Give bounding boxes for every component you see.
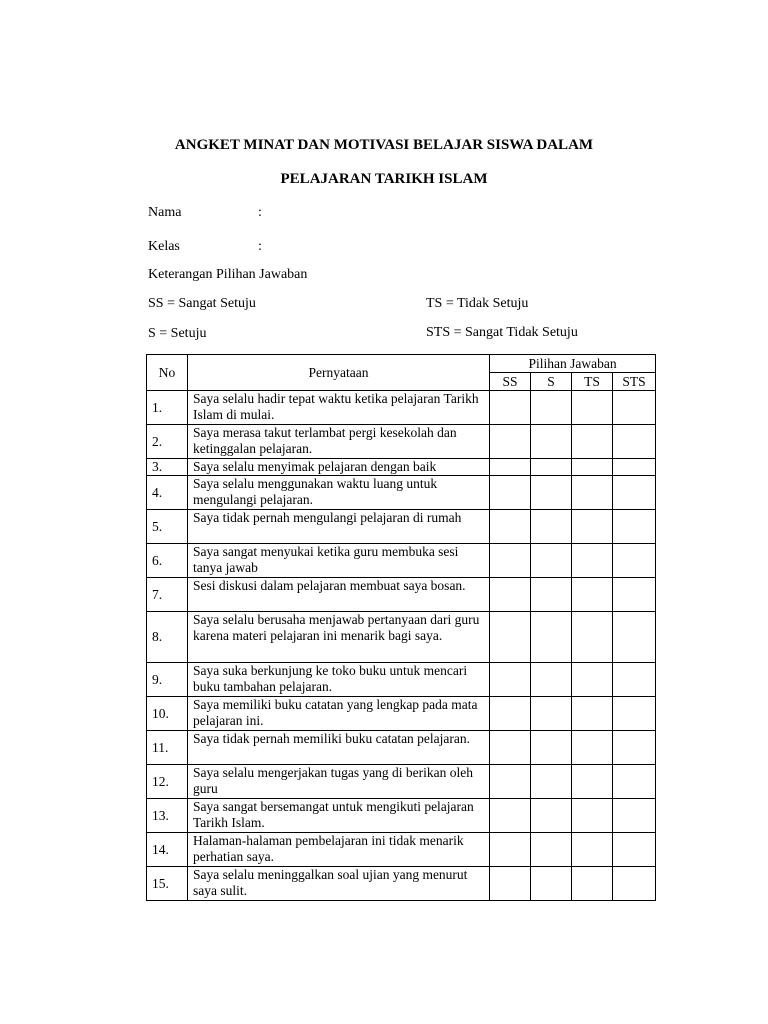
questionnaire-table bbox=[146, 354, 656, 901]
answer-cell-ts[interactable] bbox=[572, 612, 613, 663]
answer-cell-ss[interactable] bbox=[490, 731, 531, 765]
legend-ss: SS = Sangat Setuju bbox=[148, 296, 256, 311]
row-number: 4. bbox=[147, 476, 188, 510]
answer-cell-s[interactable] bbox=[531, 867, 572, 901]
answer-cell-ts[interactable] bbox=[572, 765, 613, 799]
answer-cell-s[interactable] bbox=[531, 799, 572, 833]
answer-cell-ss[interactable] bbox=[490, 612, 531, 663]
answer-cell-sts[interactable] bbox=[613, 476, 656, 510]
answer-cell-ss[interactable] bbox=[490, 697, 531, 731]
row-number: 14. bbox=[147, 833, 188, 867]
answer-cell-ss[interactable] bbox=[490, 425, 531, 459]
row-statement: Saya selalu menggunakan waktu luang untuk mengulangi pelajaran. bbox=[188, 476, 490, 510]
questionnaire-body bbox=[147, 391, 656, 901]
answer-cell-ts[interactable] bbox=[572, 425, 613, 459]
row-number: 5. bbox=[147, 510, 188, 544]
row-number: 3. bbox=[147, 459, 188, 476]
answer-cell-ss[interactable] bbox=[490, 476, 531, 510]
row-number: 8. bbox=[147, 612, 188, 663]
row-number: 11. bbox=[147, 731, 188, 765]
legend-ts: TS = Tidak Setuju bbox=[426, 296, 529, 311]
answer-cell-sts[interactable] bbox=[613, 459, 656, 476]
row-statement: Sesi diskusi dalam pelajaran membuat saya bosan. bbox=[188, 578, 490, 612]
row-number: 15. bbox=[147, 867, 188, 901]
row-number: 10. bbox=[147, 697, 188, 731]
nama-label: Nama bbox=[148, 205, 182, 220]
answer-cell-sts[interactable] bbox=[613, 697, 656, 731]
answer-cell-s[interactable] bbox=[531, 833, 572, 867]
answer-cell-s[interactable] bbox=[531, 476, 572, 510]
answer-cell-ss[interactable] bbox=[490, 799, 531, 833]
answer-cell-sts[interactable] bbox=[613, 612, 656, 663]
header-choice-sts: STS bbox=[613, 373, 656, 391]
answer-cell-sts[interactable] bbox=[613, 867, 656, 901]
header-statement: Pernyataan bbox=[188, 355, 490, 391]
table-row bbox=[147, 476, 656, 510]
answer-cell-sts[interactable] bbox=[613, 765, 656, 799]
row-number: 9. bbox=[147, 663, 188, 697]
kelas-colon: : bbox=[258, 239, 262, 254]
answer-cell-ts[interactable] bbox=[572, 459, 613, 476]
answer-cell-s[interactable] bbox=[531, 612, 572, 663]
row-statement: Saya sangat menyukai ketika guru membuka sesi tanya jawab bbox=[188, 544, 490, 578]
table-row bbox=[147, 425, 656, 459]
answer-cell-sts[interactable] bbox=[613, 799, 656, 833]
nama-colon: : bbox=[258, 205, 262, 220]
answer-cell-sts[interactable] bbox=[613, 510, 656, 544]
row-statement: Saya memiliki buku catatan yang lengkap pada mata pelajaran ini. bbox=[188, 697, 490, 731]
table-row bbox=[147, 612, 656, 663]
row-number: 6. bbox=[147, 544, 188, 578]
answer-cell-s[interactable] bbox=[531, 425, 572, 459]
row-number: 7. bbox=[147, 578, 188, 612]
row-statement: Saya suka berkunjung ke toko buku untuk mencari buku tambahan pelajaran. bbox=[188, 663, 490, 697]
row-number: 2. bbox=[147, 425, 188, 459]
table-row bbox=[147, 510, 656, 544]
answer-cell-ts[interactable] bbox=[572, 867, 613, 901]
table-row bbox=[147, 731, 656, 765]
row-statement: Saya sangat bersemangat untuk mengikuti pelajaran Tarikh Islam. bbox=[188, 799, 490, 833]
answer-cell-ss[interactable] bbox=[490, 765, 531, 799]
row-statement: Saya tidak pernah mengulangi pelajaran di rumah bbox=[188, 510, 490, 544]
answer-cell-s[interactable] bbox=[531, 510, 572, 544]
answer-cell-sts[interactable] bbox=[613, 731, 656, 765]
answer-cell-s[interactable] bbox=[531, 578, 572, 612]
answer-cell-s[interactable] bbox=[531, 544, 572, 578]
header-choices: Pilihan Jawaban bbox=[490, 355, 656, 373]
answer-cell-ts[interactable] bbox=[572, 510, 613, 544]
answer-cell-ss[interactable] bbox=[490, 459, 531, 476]
document-title-line1: ANGKET MINAT DAN MOTIVASI BELAJAR SISWA DALAM bbox=[174, 137, 594, 153]
answer-cell-s[interactable] bbox=[531, 731, 572, 765]
answer-cell-ts[interactable] bbox=[572, 578, 613, 612]
header-no: No bbox=[147, 355, 188, 391]
table-row bbox=[147, 391, 656, 425]
table-row bbox=[147, 578, 656, 612]
answer-cell-s[interactable] bbox=[531, 663, 572, 697]
table-row bbox=[147, 544, 656, 578]
answer-cell-sts[interactable] bbox=[613, 578, 656, 612]
row-statement: Saya selalu meninggalkan soal ujian yang menurut saya sulit. bbox=[188, 867, 490, 901]
table-row bbox=[147, 765, 656, 799]
answer-cell-ts[interactable] bbox=[572, 663, 613, 697]
table-row bbox=[147, 867, 656, 901]
answer-cell-ts[interactable] bbox=[572, 391, 613, 425]
answer-cell-ss[interactable] bbox=[490, 391, 531, 425]
kelas-label: Kelas bbox=[148, 239, 180, 254]
answer-cell-s[interactable] bbox=[531, 391, 572, 425]
legend-sts: STS = Sangat Tidak Setuju bbox=[426, 325, 578, 340]
table-row bbox=[147, 459, 656, 476]
legend-heading: Keterangan Pilihan Jawaban bbox=[148, 267, 308, 282]
row-statement: Saya selalu menyimak pelajaran dengan baik bbox=[188, 459, 490, 476]
answer-cell-ts[interactable] bbox=[572, 833, 613, 867]
answer-cell-ss[interactable] bbox=[490, 663, 531, 697]
row-statement: Saya merasa takut terlambat pergi kesekolah dan ketinggalan pelajaran. bbox=[188, 425, 490, 459]
answer-cell-ts[interactable] bbox=[572, 731, 613, 765]
table-row bbox=[147, 663, 656, 697]
header-choice-s: S bbox=[531, 373, 572, 391]
answer-cell-ts[interactable] bbox=[572, 544, 613, 578]
answer-cell-s[interactable] bbox=[531, 765, 572, 799]
row-statement: Saya selalu berusaha menjawab pertanyaan dari guru karena materi pelajaran ini menarik bagi saya. bbox=[188, 612, 490, 663]
table-row bbox=[147, 799, 656, 833]
answer-cell-sts[interactable] bbox=[613, 425, 656, 459]
answer-cell-ss[interactable] bbox=[490, 544, 531, 578]
answer-cell-s[interactable] bbox=[531, 697, 572, 731]
answer-cell-ss[interactable] bbox=[490, 510, 531, 544]
row-number: 13. bbox=[147, 799, 188, 833]
legend-s: S = Setuju bbox=[148, 326, 207, 341]
answer-cell-ts[interactable] bbox=[572, 697, 613, 731]
row-statement: Saya tidak pernah memiliki buku catatan pelajaran. bbox=[188, 731, 490, 765]
header-choice-ss: SS bbox=[490, 373, 531, 391]
answer-cell-ss[interactable] bbox=[490, 867, 531, 901]
row-number: 12. bbox=[147, 765, 188, 799]
row-number: 1. bbox=[147, 391, 188, 425]
document-title-line2: PELAJARAN TARIKH ISLAM bbox=[280, 171, 488, 187]
answer-cell-ts[interactable] bbox=[572, 799, 613, 833]
table-row bbox=[147, 697, 656, 731]
answer-cell-ss[interactable] bbox=[490, 578, 531, 612]
row-statement: Saya selalu mengerjakan tugas yang di berikan oleh guru bbox=[188, 765, 490, 799]
header-choice-ts: TS bbox=[572, 373, 613, 391]
row-statement: Halaman-halaman pembelajaran ini tidak menarik perhatian saya. bbox=[188, 833, 490, 867]
answer-cell-sts[interactable] bbox=[613, 833, 656, 867]
answer-cell-ts[interactable] bbox=[572, 476, 613, 510]
row-statement: Saya selalu hadir tepat waktu ketika pelajaran Tarikh Islam di mulai. bbox=[188, 391, 490, 425]
answer-cell-ss[interactable] bbox=[490, 833, 531, 867]
answer-cell-s[interactable] bbox=[531, 459, 572, 476]
answer-cell-sts[interactable] bbox=[613, 544, 656, 578]
answer-cell-sts[interactable] bbox=[613, 663, 656, 697]
answer-cell-sts[interactable] bbox=[613, 391, 656, 425]
table-row bbox=[147, 833, 656, 867]
